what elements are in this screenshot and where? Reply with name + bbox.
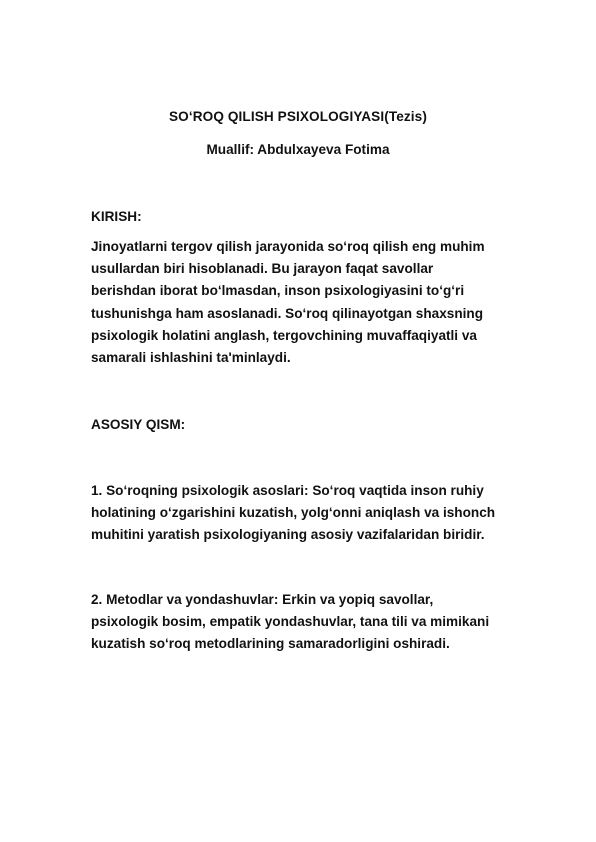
document-author: Muallif: Abdulxayeva Fotima <box>206 142 390 157</box>
paragraph-line: berishdan iborat bo‘lmasdan, inson psixologiyasini to‘g‘ri <box>91 283 465 299</box>
paragraph-line: samarali ishlashini ta'minlaydi. <box>91 350 291 366</box>
paragraph-line: usullardan biri hisoblanadi. Bu jarayon faqat savollar <box>91 261 434 277</box>
point-2-paragraph <box>91 589 521 656</box>
paragraph-line: Jinoyatlarni tergov qilish jarayonida so‘roq qilish eng muhim <box>91 239 485 254</box>
section-heading-intro: KIRISH: <box>91 209 142 224</box>
section-heading-main: ASOSIY QISM: <box>91 417 186 432</box>
paragraph-line: tushunishga ham asoslanadi. So‘roq qilinayotgan shaxsning <box>91 305 484 321</box>
paragraph-line: psixologik holatini anglash, tergovchining muvaffaqiyatli va <box>91 327 477 343</box>
paragraph-line: 2. Metodlar va yondashuvlar: Erkin va yopiq savollar, <box>91 592 434 607</box>
paragraph-line: 1. So‘roqning psixologik asoslari: So‘roq vaqtida inson ruhiy <box>91 483 484 498</box>
document-title: SO‘ROQ QILISH PSIXOLOGIYASI(Tezis) <box>169 109 427 124</box>
paragraph-line: muhitini yaratish psixologiyaning asosiy vazifalaridan biridir. <box>91 527 485 543</box>
paragraph-line: kuzatish so‘roq metodlarining samaradorligini oshiradi. <box>91 636 450 652</box>
intro-paragraph <box>91 236 521 369</box>
point-1-paragraph <box>91 480 521 547</box>
paragraph-line: holatining o‘zgarishini kuzatish, yolg‘onni aniqlash va ishonch <box>91 505 496 521</box>
paragraph-line: psixologik bosim, empatik yondashuvlar, tana tili va mimikani <box>91 614 490 630</box>
